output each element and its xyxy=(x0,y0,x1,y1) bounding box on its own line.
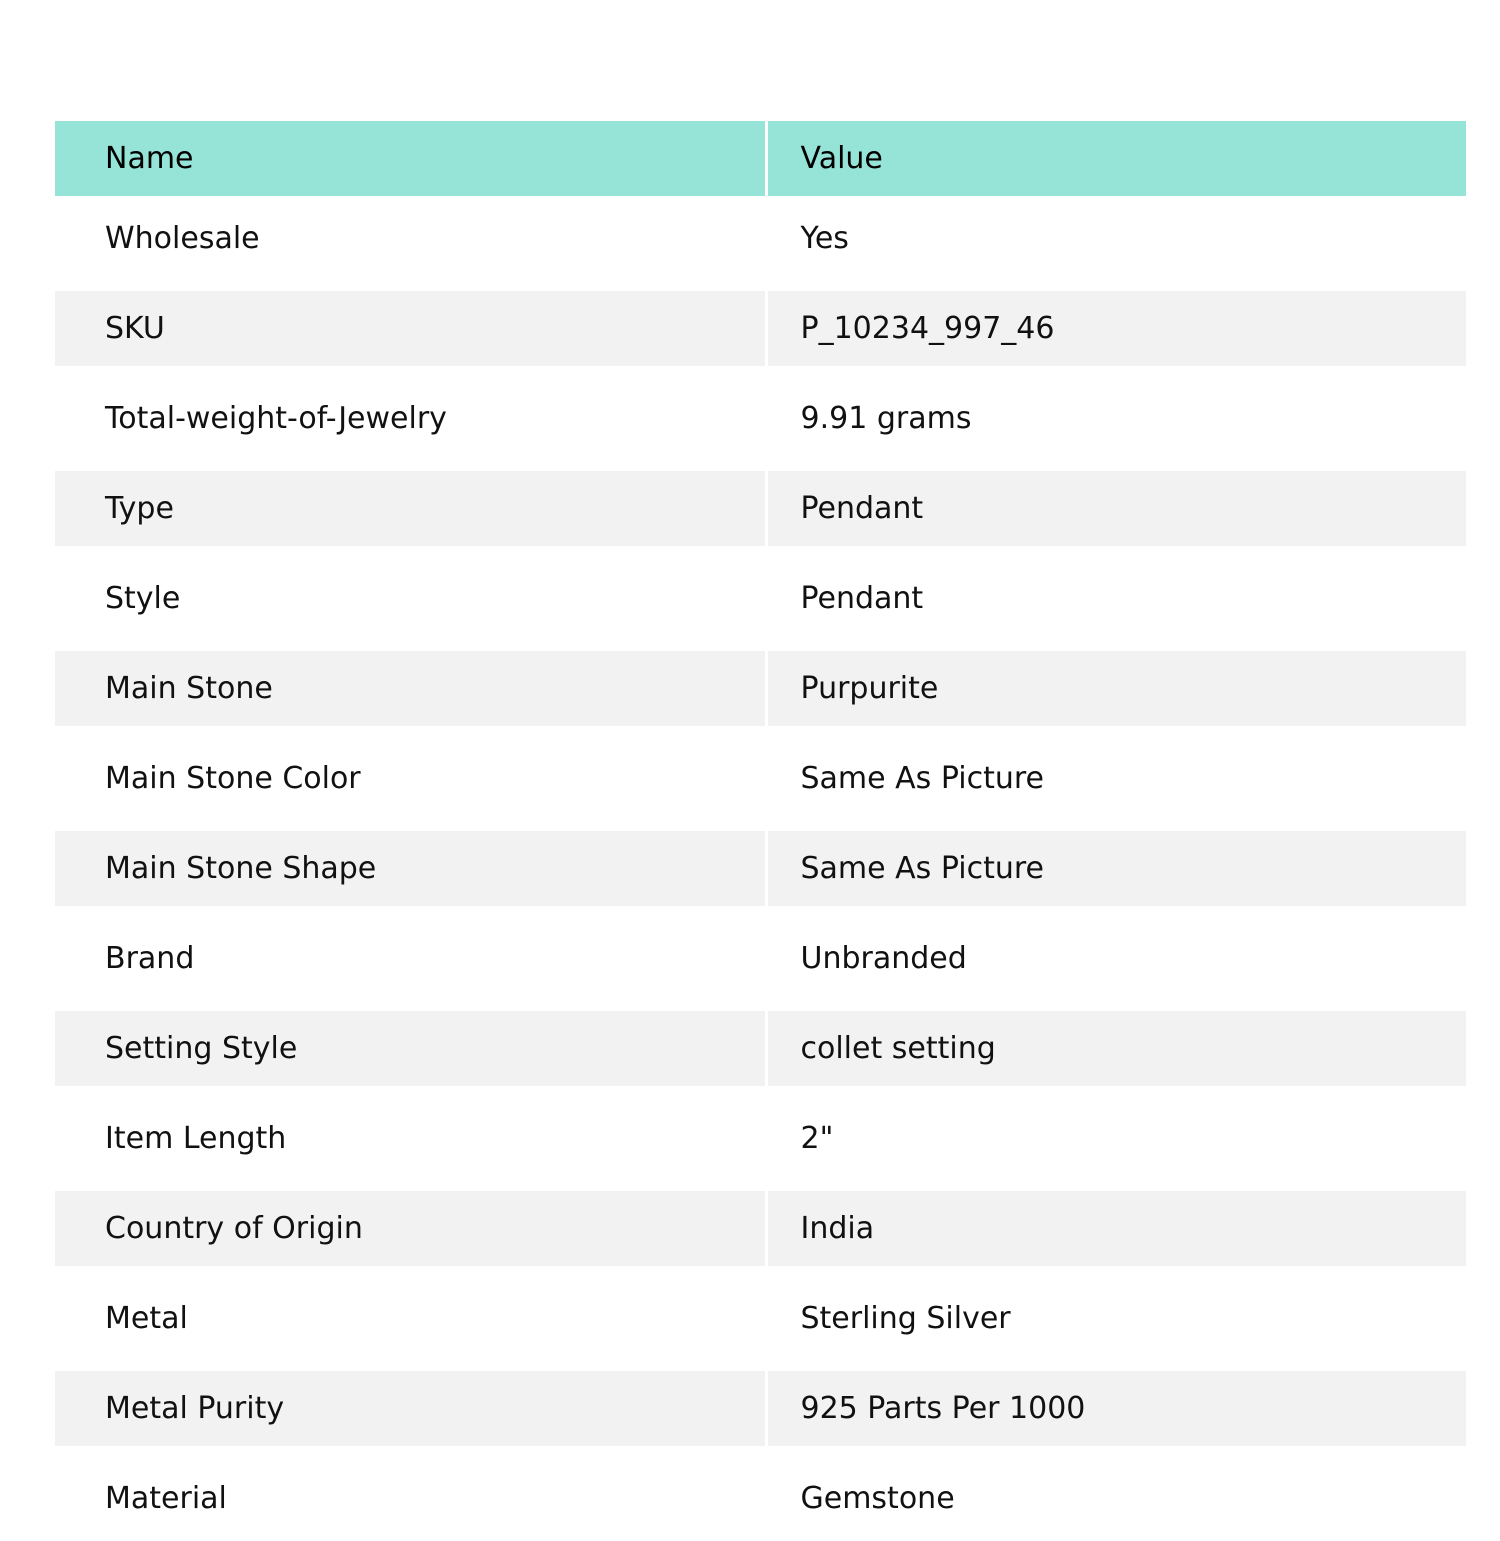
attribute-value-cell: India xyxy=(766,1186,1466,1271)
attribute-value-cell: collet setting xyxy=(766,1006,1466,1091)
attribute-value-cell: Yes xyxy=(800,220,849,256)
attribute-name-cell: Wholesale xyxy=(55,196,766,286)
header-row xyxy=(55,121,1466,196)
attribute-value-cell: Same As Picture xyxy=(766,826,1466,911)
attribute-name-cell: Brand xyxy=(55,911,766,1006)
specifications-table xyxy=(55,121,1466,1541)
attribute-name-cell: Metal xyxy=(55,1271,766,1366)
attribute-value-cell: Pendant xyxy=(800,580,924,616)
attribute-value-cell: 925 Parts Per 1000 xyxy=(766,1366,1466,1451)
attribute-name-cell: Material xyxy=(55,1451,766,1541)
attribute-name-cell: Item Length xyxy=(55,1091,766,1186)
attribute-name-cell: Type xyxy=(55,466,766,551)
table-row xyxy=(55,1451,1466,1541)
attribute-name-cell: Style xyxy=(55,551,766,646)
table-body xyxy=(55,196,1466,1541)
attribute-value-cell: 9.91 grams xyxy=(800,400,972,436)
attribute-name-cell: Total-weight-of-Jewelry xyxy=(55,371,766,466)
table-row xyxy=(55,1271,1466,1366)
table-row xyxy=(55,646,1466,731)
attribute-value-cell: Sterling Silver xyxy=(800,1300,1011,1336)
table-row xyxy=(55,551,1466,646)
attribute-value-cell: Unbranded xyxy=(800,940,967,976)
table-row xyxy=(55,826,1466,911)
table-row xyxy=(55,1366,1466,1451)
table-row xyxy=(55,1091,1466,1186)
attribute-value-cell: Same As Picture xyxy=(800,760,1045,796)
attribute-name-cell: Setting Style xyxy=(55,1006,766,1091)
table-row xyxy=(55,466,1466,551)
value-column-header: Value xyxy=(766,121,1466,196)
attribute-name-cell: Main Stone xyxy=(55,646,766,731)
attribute-name-cell: Main Stone Shape xyxy=(55,826,766,911)
attribute-value-cell: 2" xyxy=(800,1120,834,1156)
attribute-value-cell: Purpurite xyxy=(766,646,1466,731)
attribute-value-cell: Gemstone xyxy=(800,1480,955,1516)
attribute-value-cell: Pendant xyxy=(766,466,1466,551)
table-row xyxy=(55,196,1466,286)
table-row xyxy=(55,1186,1466,1271)
attribute-name-cell: Metal Purity xyxy=(55,1366,766,1451)
table-row xyxy=(55,1006,1466,1091)
table-row xyxy=(55,731,1466,826)
table-row xyxy=(55,911,1466,1006)
table-row xyxy=(55,286,1466,371)
attribute-name-cell: Main Stone Color xyxy=(55,731,766,826)
attribute-value-cell: P_10234_997_46 xyxy=(766,286,1466,371)
table-header xyxy=(55,121,1466,196)
attribute-name-cell: SKU xyxy=(55,286,766,371)
name-column-header: Name xyxy=(55,121,766,196)
attribute-name-cell: Country of Origin xyxy=(55,1186,766,1271)
table-row xyxy=(55,371,1466,466)
